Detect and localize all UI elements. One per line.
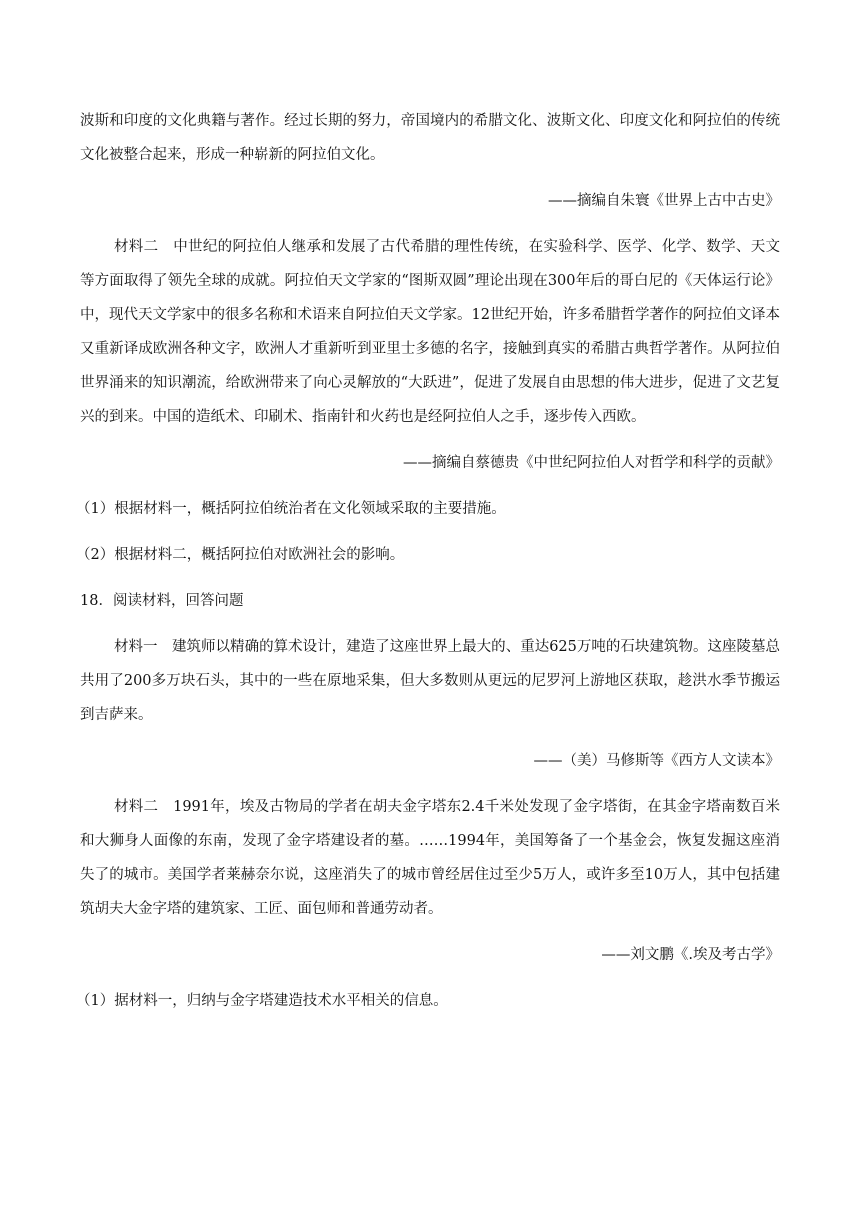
q18-material1-paragraph: 材料一 建筑师以精确的算术设计，建造了这座世界上最大的、重达625万吨的石块建筑物。这座陵墓总共用了200多万块石头，其中的一些在原地采集，但大多数则从更远的尼罗河上游地区获取，趁洪水季节搬运到吉萨来。 <box>80 639 780 723</box>
q18-source-citation-1: ——（美）马修斯等《西方人文读本》 <box>533 753 780 769</box>
question-18-heading: 18．阅读材料，回答问题 <box>80 593 244 609</box>
source-citation-1: ——摘编自朱寰《世界上古中古史》 <box>548 193 780 209</box>
material1-continuation: 波斯和印度的文化典籍与著作。经过长期的努力，帝国境内的希腊文化、波斯文化、印度文化和阿拉伯的传统文化被整合起来，形成一种崭新的阿拉伯文化。 <box>80 113 780 163</box>
document-content <box>76 104 780 1018</box>
question-17-1: （1）根据材料一，概括阿拉伯统治者在文化领域采取的主要措施。 <box>76 501 506 517</box>
question-18-1: （1）据材料一，归纳与金字塔建造技术水平相关的信息。 <box>76 993 448 1009</box>
material2-paragraph: 材料二 中世纪的阿拉伯人继承和发展了古代希腊的理性传统，在实验科学、医学、化学、数学、天文等方面取得了领先全球的成就。阿拉伯天文学家的“图斯双圆”理论出现在300年后的哥白尼的《天体运行论》中，现代天文学家中的很多名称和术语来自阿拉伯天文学家。12世纪开始，许多希腊哲学著作的阿拉伯文译本又重新译成欧洲各种文字，欧洲人才重新听到亚里士多德的名字，接触到真实的希腊古典哲学著作。从阿拉伯世界涌来的知识潮流，给欧洲带来了向心灵解放的“大跃进”，促进了发展自由思想的伟大进步，促进了文艺复兴的到来。中国的造纸术、印刷术、指南针和火药也是经阿拉伯人之手，逐步传入西欧。 <box>80 239 780 425</box>
q18-source-citation-2: ——刘文鹏《.埃及考古学》 <box>601 947 780 963</box>
question-17-2: （2）根据材料二，概括阿拉伯对欧洲社会的影响。 <box>76 547 405 563</box>
source-citation-2: ——摘编自蔡德贵《中世纪阿拉伯人对哲学和科学的贡献》 <box>403 455 780 471</box>
q18-material2-paragraph: 材料二 1991年，埃及古物局的学者在胡夫金字塔东2.4千米处发现了金字塔街，在其金字塔南数百米和大狮身人面像的东南，发现了金字塔建设者的墓。……1994年，美国筹备了一个基金会，恢复发掘这座消失了的城市。美国学者莱赫奈尔说，这座消失了的城市曾经居住过至少5万人，或许多至10万人，其中包括建筑胡夫大金字塔的建筑家、工匠、面包师和普通劳动者。 <box>80 799 780 917</box>
